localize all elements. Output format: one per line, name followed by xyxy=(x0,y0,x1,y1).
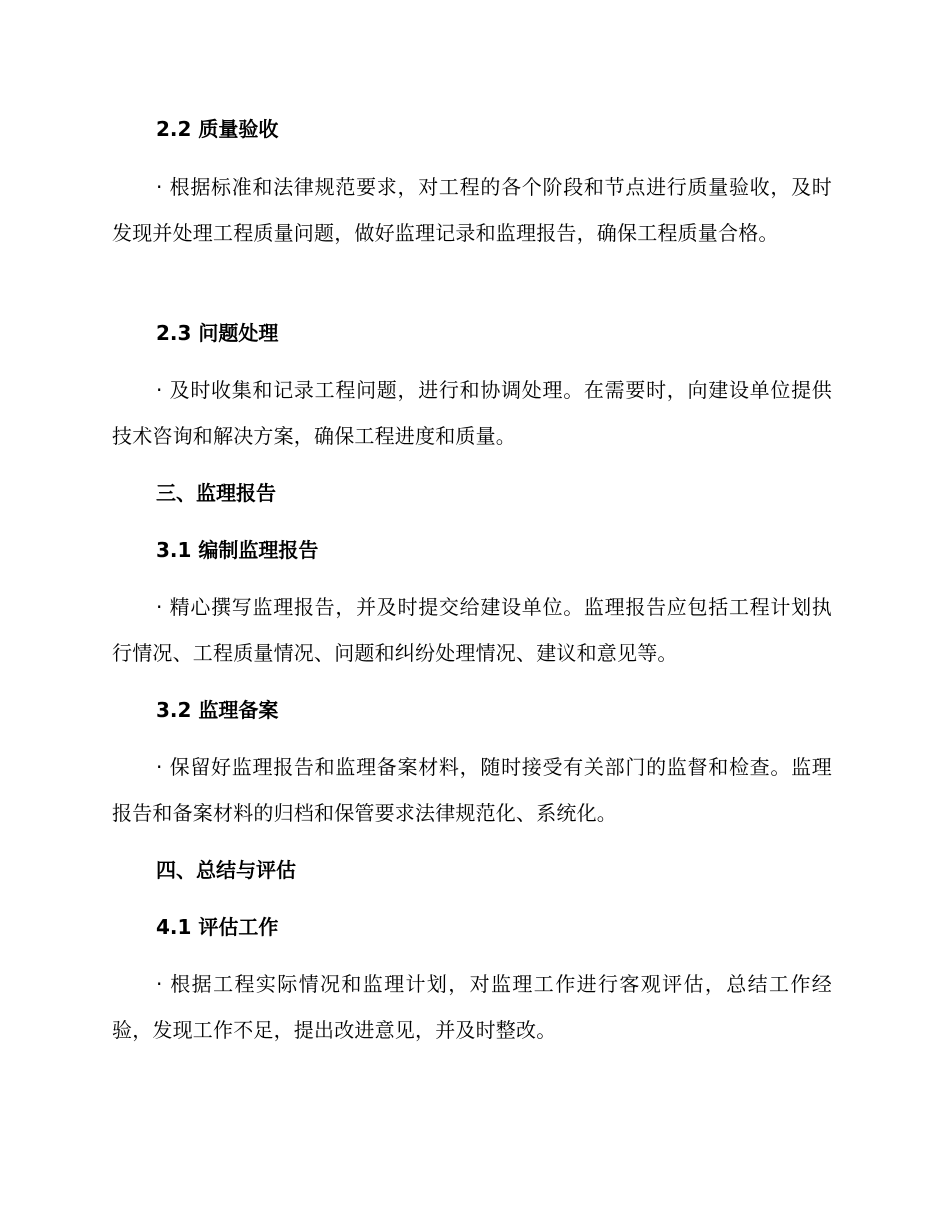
section-heading-4-1: 4.1 评估工作 xyxy=(156,915,279,939)
section-heading-2-2: 2.2 质量验收 xyxy=(156,117,279,141)
section-paragraph-3-2: · 保留好监理报告和监理备案材料，随时接受有关部门的监督和检查。监理报告和备案材料的归档和保管要求法律规范化、系统化。 xyxy=(112,755,832,825)
section-heading-3: 三、监理报告 xyxy=(156,481,276,505)
section-heading-3-1: 3.1 编制监理报告 xyxy=(156,538,319,562)
section-heading-4: 四、总结与评估 xyxy=(156,858,296,882)
section-paragraph-2-2: · 根据标准和法律规范要求，对工程的各个阶段和节点进行质量验收，及时发现并处理工程质量问题，做好监理记录和监理报告，确保工程质量合格。 xyxy=(112,175,832,245)
section-paragraph-4-1: · 根据工程实际情况和监理计划，对监理工作进行客观评估，总结工作经验，发现工作不足，提出改进意见，并及时整改。 xyxy=(112,972,832,1042)
section-paragraph-3-1: · 精心撰写监理报告，并及时提交给建设单位。监理报告应包括工程计划执行情况、工程质量情况、问题和纠纷处理情况、建议和意见等。 xyxy=(112,595,832,665)
section-paragraph-2-3: · 及时收集和记录工程问题，进行和协调处理。在需要时，向建设单位提供技术咨询和解决方案，确保工程进度和质量。 xyxy=(112,378,832,448)
section-heading-3-2: 3.2 监理备案 xyxy=(156,698,279,722)
section-heading-2-3: 2.3 问题处理 xyxy=(156,321,279,345)
